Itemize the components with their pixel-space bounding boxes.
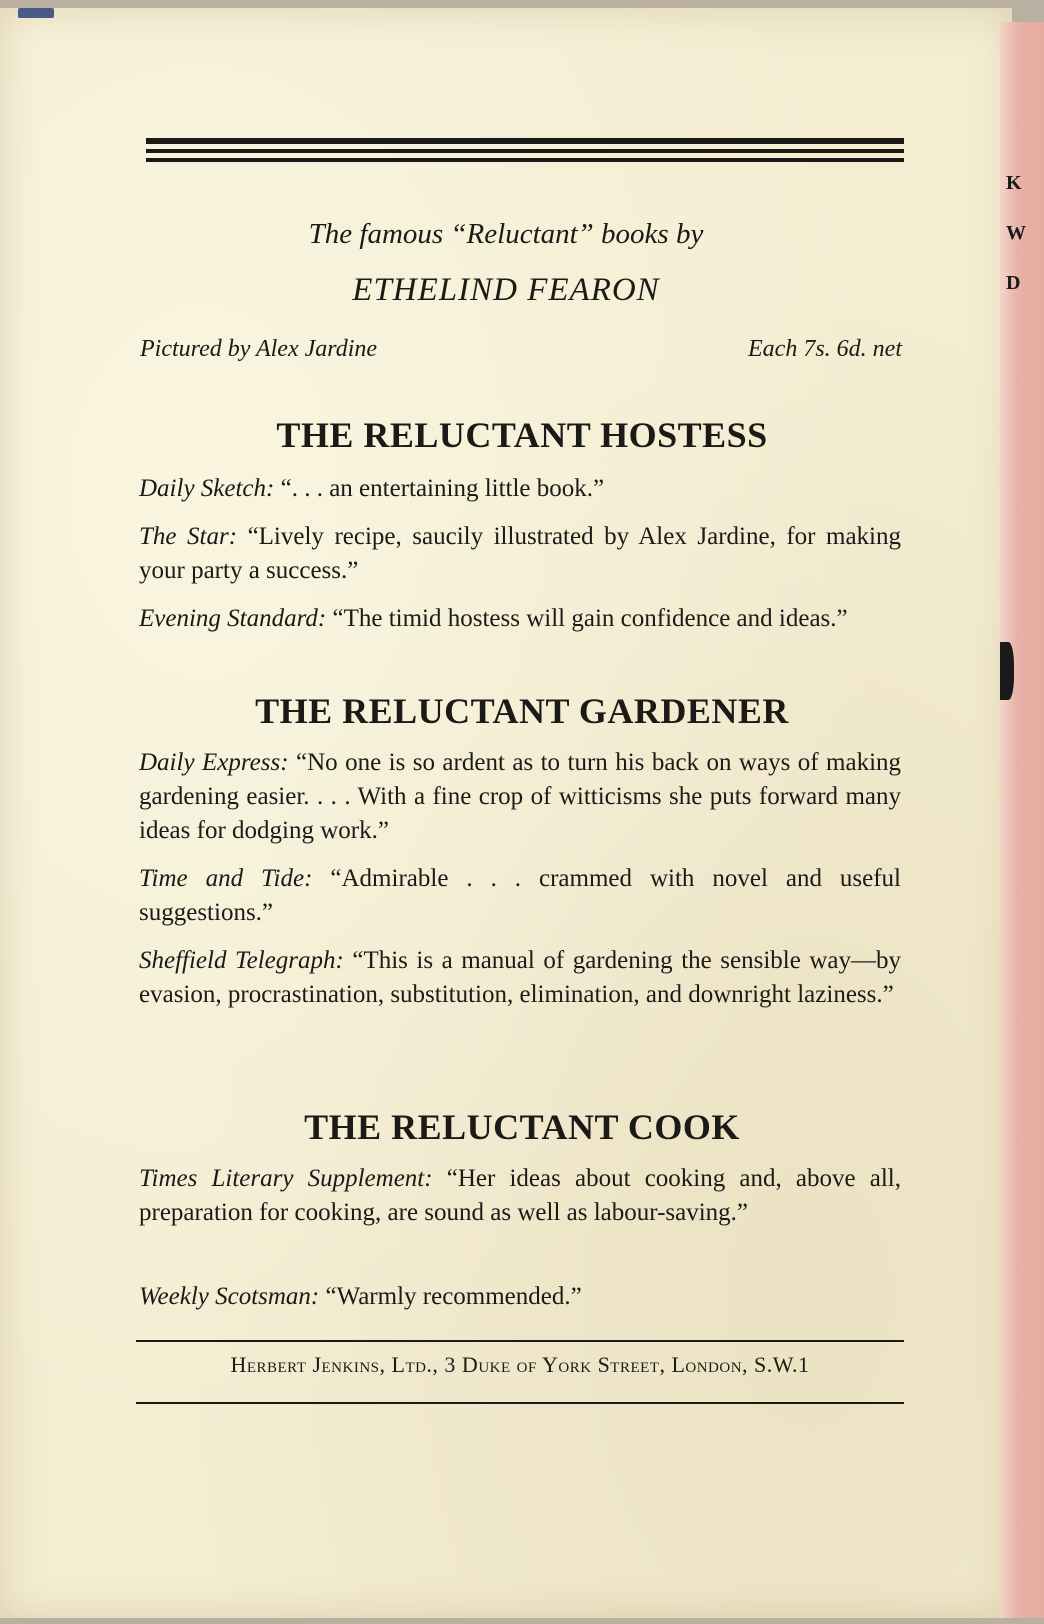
review-source: Daily Sketch: xyxy=(139,475,275,502)
footer-rule xyxy=(136,1340,904,1342)
review xyxy=(139,1280,901,1314)
book-title-cook: THE RELUCTANT COOK xyxy=(304,1107,740,1147)
top-rule-line xyxy=(146,138,904,144)
review-source: Time and Tide: xyxy=(139,865,313,892)
review-source: The Star: xyxy=(139,523,238,550)
spine-letter: W xyxy=(1006,222,1026,244)
review-quote: “The timid hostess will gain confidence and ideas.” xyxy=(332,605,848,632)
publisher-imprint: Herbert Jenkins, Ltd., 3 Duke of York Street, London, S.W.1 xyxy=(230,1352,810,1377)
illustrator-credit: Pictured by Alex Jardine xyxy=(140,336,378,362)
review xyxy=(139,472,901,506)
series-line: The famous “Reluctant” books by xyxy=(308,218,704,250)
footer-rule xyxy=(136,1402,904,1404)
review-source: Daily Express: xyxy=(139,749,289,776)
review xyxy=(139,602,901,636)
review-source: Weekly Scotsman: xyxy=(139,1283,320,1310)
review xyxy=(139,862,901,930)
review-source: Sheffield Telegraph: xyxy=(139,947,344,974)
adjacent-book-spine xyxy=(1000,22,1044,1618)
review xyxy=(139,520,901,588)
review-source: Evening Standard: xyxy=(139,605,327,632)
spine-letter: D xyxy=(1006,272,1021,294)
review-quote: “No one is so ardent as to turn his back on ways of making gardening easier. . . . With a fine crop of witticisms she puts forward many ideas for dodging work.” xyxy=(139,749,902,844)
review xyxy=(139,944,901,1012)
cover-binding-edge xyxy=(18,8,54,18)
book-title-hostess: THE RELUCTANT HOSTESS xyxy=(276,415,768,455)
book-title-gardener: THE RELUCTANT GARDENER xyxy=(255,691,789,731)
review-quote: “Warmly recommended.” xyxy=(325,1283,582,1310)
author-name: ETHELIND FEARON xyxy=(352,272,660,308)
top-rule xyxy=(146,138,904,167)
review-quote: “Admirable . . . crammed with novel and useful suggestions.” xyxy=(139,865,902,926)
spine-letter: K xyxy=(1006,172,1022,194)
review-quote: “This is a manual of gardening the sensible way—by evasion, procrastination, substitution, elimination, and downright laziness.” xyxy=(139,947,902,1008)
review-source: Times Literary Supplement: xyxy=(139,1165,433,1192)
top-rule-line xyxy=(146,149,904,153)
review-quote: “Her ideas about cooking and, above all, preparation for cooking, are sound as well as labour-saving.” xyxy=(139,1165,901,1226)
review-quote: “Lively recipe, saucily illustrated by Alex Jardine, for making your party a success.” xyxy=(139,523,902,584)
price: Each 7s. 6d. net xyxy=(748,336,902,362)
review xyxy=(139,746,901,848)
top-rule-line xyxy=(146,158,904,162)
review-quote: “. . . an entertaining little book.” xyxy=(280,475,605,502)
review xyxy=(139,1162,901,1230)
